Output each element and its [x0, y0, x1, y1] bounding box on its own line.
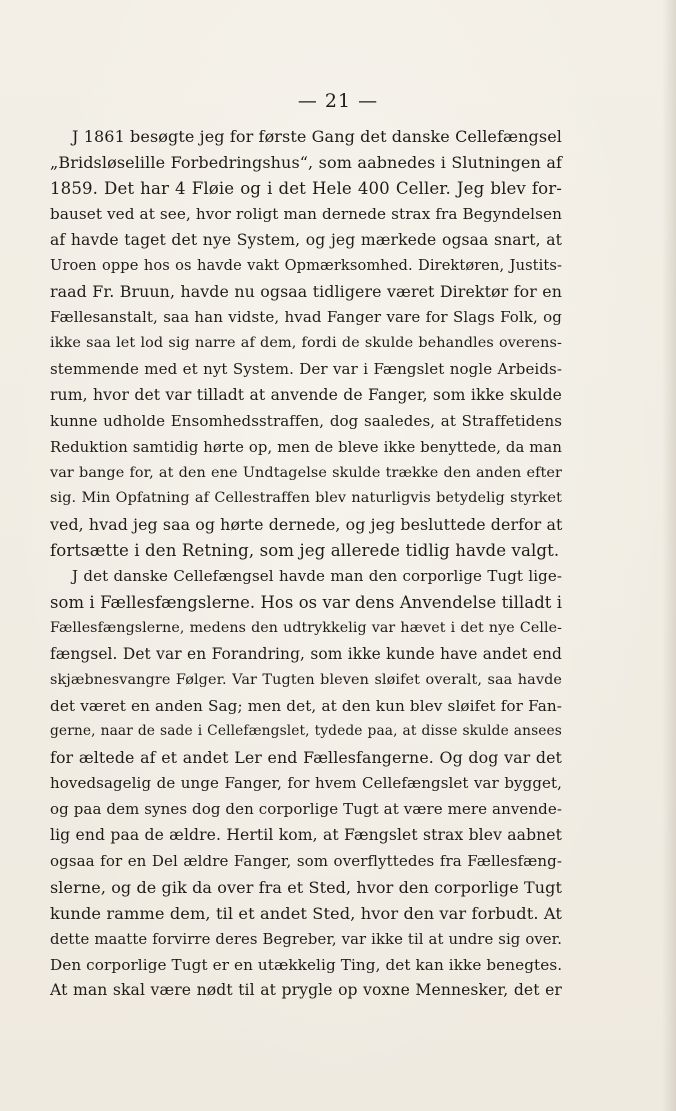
text-line: gerne, naar de sade i Cellefængslet, tydede paa, at disse skulde ansees	[50, 723, 562, 740]
text-line: dette maatte forvirre deres Begreber, var ikke til at undre sig over.	[50, 930, 562, 948]
page-number: — 21 —	[297, 90, 379, 112]
text-line: Den corporlige Tugt er en utækkelig Ting, det kan ikke benegtes.	[50, 955, 563, 974]
text-line: kunne udholde Ensomhedsstraffen, dog saaledes, at Straffetidens	[50, 411, 562, 430]
text-line: Reduktion samtidig hørte op, men de bleve ikke benyttede, da man	[50, 438, 562, 456]
text-line: Fællesfængslerne, medens den udtrykkelig var hævet i det nye Celle-	[50, 619, 562, 636]
text-line: lig end paa de ældre. Hertil kom, at Fængslet strax blev aabnet	[50, 826, 562, 845]
text-line: stemmende med et nyt System. Der var i Fængslet nogle Arbeids-	[50, 360, 562, 379]
page-edge-shadow	[662, 0, 676, 1111]
text-line: rum, hvor det var tilladt at anvende de Fanger, som ikke skulde	[50, 385, 562, 404]
text-line: Uroen oppe hos os havde vakt Opmærksomhed. Direktøren, Justits-	[50, 257, 562, 275]
text-line: det været en anden Sag; men det, at den kun blev sløifet for Fan-	[50, 696, 562, 715]
text-line: var bange for, at den ene Undtagelse skulde trække den anden efter	[50, 464, 562, 481]
paragraph-1	[50, 124, 562, 564]
text-line: hovedsagelig de unge Fanger, for hvem Cellefængslet var bygget,	[50, 774, 562, 793]
text-line: for æltede af et andet Ler end Fællesfangerne. Og dog var det	[50, 748, 562, 768]
text-line: slerne, og de gik da over fra et Sted, hvor den corporlige Tugt	[50, 877, 563, 897]
text-line: At man skal være nødt til at prygle op voxne Mennesker, det er	[50, 981, 562, 1000]
text-line: J det danske Cellefængsel havde man den corporlige Tugt lige-	[72, 567, 562, 586]
text-line: som i Fællesfængslerne. Hos os var dens Anvendelse tilladt i	[50, 593, 563, 613]
paragraph-2	[50, 564, 562, 1004]
text-line: ved, hvad jeg saa og hørte dernede, og jeg besluttede derfor at	[50, 515, 563, 535]
text-line: Fællesanstalt, saa han vidste, hvad Fanger vare for Slags Folk, og	[50, 308, 562, 327]
text-line: sig. Min Opfatning af Cellestraffen blev naturligvis betydelig styrket	[50, 490, 562, 507]
text-line: „Bridsløselille Forbedringshus“, som aabnedes i Slutningen af	[50, 152, 562, 172]
text-line: og paa dem synes dog den corporlige Tugt at være mere anvende-	[50, 800, 562, 819]
text-line: af havde taget det nye System, og jeg mærkede ogsaa snart, at	[50, 230, 562, 249]
text-line: J 1861 besøgte jeg for første Gang det danske Cellefængsel	[72, 127, 562, 146]
text-line: fængsel. Det var en Forandring, som ikke kunde have andet end	[50, 644, 562, 663]
text-line: bauset ved at see, hvor roligt man dernede strax fra Begyndelsen	[50, 204, 562, 223]
text-line: raad Fr. Bruun, havde nu ogsaa tidligere været Direktør for en	[50, 282, 562, 302]
text-line: kunde ramme dem, til et andet Sted, hvor den var forbudt. At	[50, 903, 562, 923]
body-text	[50, 124, 562, 1004]
text-line: 1859. Det har 4 Fløie og i det Hele 400 Celler. Jeg blev for-	[50, 178, 562, 198]
text-line: ikke saa let lod sig narre af dem, fordi de skulde behandles overens-	[50, 335, 562, 352]
text-line: skjæbnesvangre Følger. Var Tugten bleven sløifet overalt, saa havde	[50, 671, 562, 688]
text-line: ogsaa for en Del ældre Fanger, som overflyttedes fra Fællesfæng-	[50, 851, 562, 870]
text-line: fortsætte i den Retning, som jeg allerede tidlig havde valgt.	[50, 541, 560, 561]
